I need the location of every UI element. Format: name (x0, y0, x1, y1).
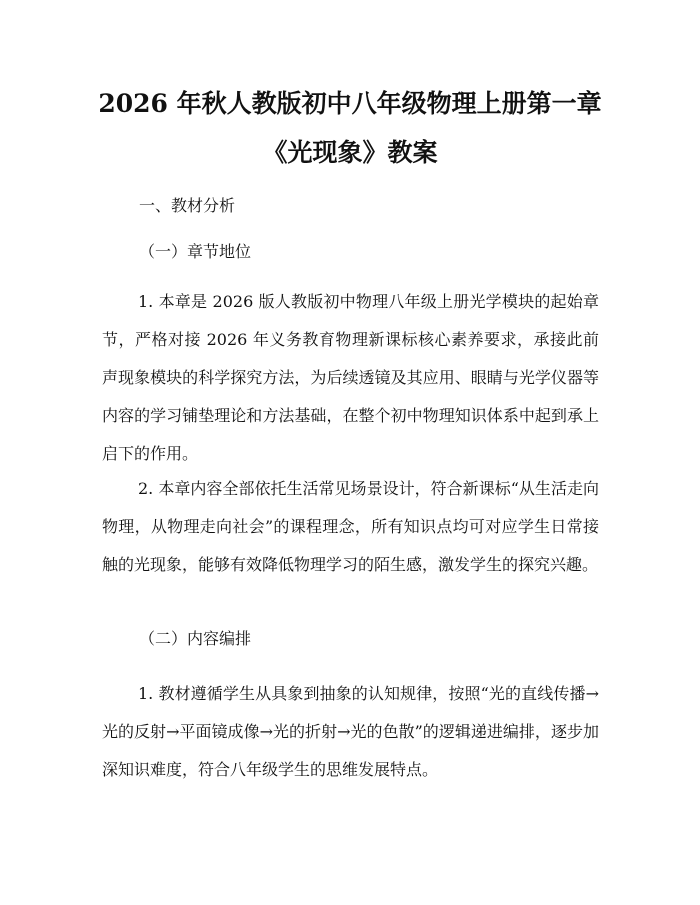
document-title-line-2: 《光现象》教案 (262, 138, 438, 167)
paragraph-content-arrangement-1: 1. 教材遵循学生从具象到抽象的认知规律，按照“光的直线传播→光的反射→平面镜成像→光的折射→光的色散”的逻辑递进编排，逐步加深知识难度，符合八年级学生的思维发展特点。 (102, 684, 599, 779)
subsection-heading-content-arrangement: （二）内容编排 (139, 629, 252, 648)
paragraph-chapter-position-1: 1. 本章是 2026 版人教版初中物理八年级上册光学模块的起始章节，严格对接 2026 年义务教育物理新课标核心素养要求，承接此前声现象模块的科学探究方法，为后续透镜及其应用、眼睛与光学仪器等内容的学习铺垫理论和方法基础，在整个初中物理知识体系中起到承上启下的作用。 (102, 292, 599, 463)
paragraph-chapter-position-2: 2. 本章内容全部依托生活常见场景设计，符合新课标“从生活走向物理，从物理走向社会”的课程理念，所有知识点均可对应学生日常接触的光现象，能够有效降低物理学习的陌生感，激发学生的探究兴趣。 (102, 479, 599, 574)
document-title-line-1: 2026 年秋人教版初中八年级物理上册第一章 (98, 89, 602, 118)
subsection-heading-chapter-position: （一）章节地位 (139, 242, 252, 261)
section-heading-textbook-analysis: 一、教材分析 (139, 196, 236, 215)
